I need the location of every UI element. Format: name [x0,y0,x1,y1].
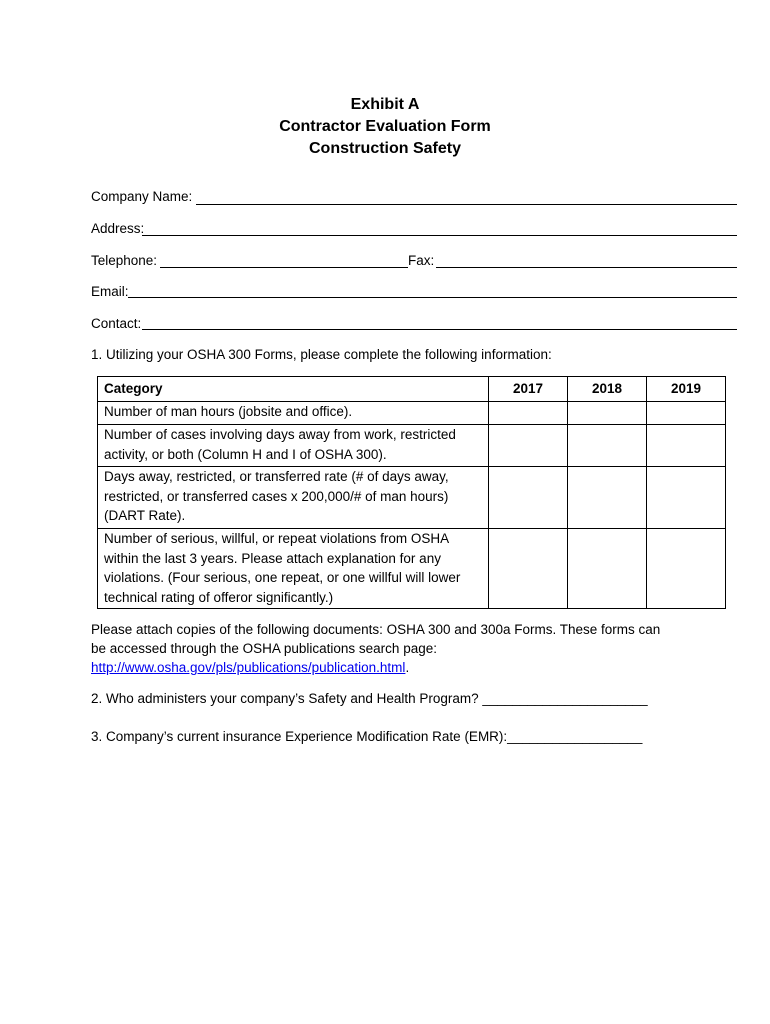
address-label: Address: [91,221,145,236]
header-2018: 2018 [568,377,647,402]
cell-2018[interactable] [568,467,647,529]
table-row [98,425,726,467]
address-field[interactable] [142,235,737,236]
cell-2019[interactable] [647,529,726,609]
contact-label: Contact: [91,316,142,331]
table-row [98,529,726,609]
osha-publications-link[interactable]: http://www.osha.gov/pls/publications/publication.html [91,660,406,675]
company-name-label: Company Name: [91,189,193,204]
row-cases-label: Number of cases involving days away from work, restricted activity, or both (Column H and I of OSHA 300). [98,425,489,467]
attachment-note-text: Please attach copies of the following documents: OSHA 300 and 300a Forms. These forms can be accessed through the OSHA publications search page: [91,622,661,656]
cell-2018[interactable] [568,529,647,609]
osha-table [97,376,726,609]
contact-field[interactable] [142,329,737,330]
attachment-note [91,620,671,677]
table-row [98,402,726,425]
telephone-label: Telephone: [91,253,158,268]
table-row [98,467,726,529]
cell-2017[interactable] [489,467,568,529]
header-category: Category [98,377,489,402]
email-label: Email: [91,284,129,299]
cell-2019[interactable] [647,467,726,529]
cell-2019[interactable] [647,402,726,425]
exhibit-title: Exhibit A [350,96,420,113]
cell-2019[interactable] [647,425,726,467]
row-violations-label: Number of serious, willful, or repeat violations from OSHA within the last 3 years. Please attach explanation for any violations. (Four serious, one repeat, or one willful will lower technical rating of offeror significantly.) [98,529,489,609]
question-1: 1. Utilizing your OSHA 300 Forms, please complete the following information: [91,347,552,362]
row-dart-rate-label: Days away, restricted, or transferred rate (# of days away, restricted, or transferred cases x 200,000/# of man hours) (DART Rate). [98,467,489,529]
cell-2017[interactable] [489,402,568,425]
email-field[interactable] [128,297,737,298]
header-2017: 2017 [489,377,568,402]
fax-label: Fax: [408,253,435,268]
fax-field[interactable] [436,267,737,268]
company-name-field[interactable] [196,204,737,205]
form-title: Contractor Evaluation Form [279,118,491,135]
row-man-hours-label: Number of man hours (jobsite and office). [98,402,489,425]
header-2019: 2019 [647,377,726,402]
cell-2018[interactable] [568,425,647,467]
link-period: . [405,660,410,675]
form-subtitle: Construction Safety [308,140,461,157]
question-2: 2. Who administers your company’s Safety and Health Program? ______________________ [91,691,648,706]
question-3: 3. Company’s current insurance Experience Modification Rate (EMR):__________________ [91,729,643,744]
table-header-row [98,377,726,402]
cell-2017[interactable] [489,529,568,609]
cell-2018[interactable] [568,402,647,425]
cell-2017[interactable] [489,425,568,467]
telephone-field[interactable] [160,267,408,268]
